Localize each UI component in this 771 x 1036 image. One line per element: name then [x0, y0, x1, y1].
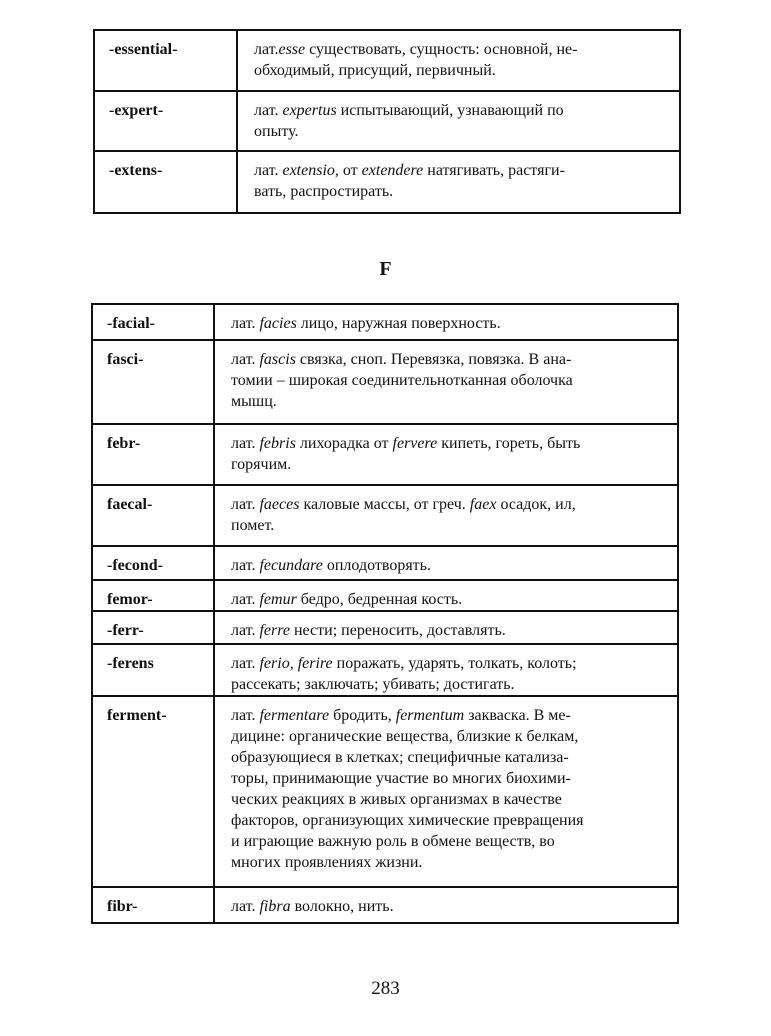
definition-text: , от [334, 162, 362, 179]
definition-text: ческих реакциях в живых организмах в качестве [231, 791, 562, 808]
latin-word: fecundare [259, 557, 323, 574]
definition-cell [214, 304, 678, 340]
term-cell: -extens- [94, 151, 237, 213]
definition-text: испытывающий, узнавающий по [336, 102, 564, 119]
definition-text: рассекать; заключать; убивать; достигать. [231, 676, 515, 693]
definition-text: дицине: органические вещества, близкие к белкам, [231, 728, 579, 745]
table-row [94, 151, 680, 213]
definition-cell [237, 91, 680, 151]
definition-text: волокно, нить. [290, 898, 394, 915]
definition-text: существовать, сущность: основной, не- [305, 41, 578, 58]
definition-text: лат. [231, 707, 260, 724]
dictionary-table-top [93, 29, 681, 214]
definition-text: и играющие важную роль в обмене веществ, во [231, 833, 555, 850]
table-row [92, 424, 678, 485]
definition-text: обходимый, присущий, первичный. [254, 62, 496, 79]
table-row [92, 304, 678, 340]
term-cell: faecal- [92, 485, 214, 546]
latin-word: femur [259, 591, 297, 608]
term-cell: fasci- [92, 340, 214, 424]
table-row [94, 91, 680, 151]
latin-word: fermentare [259, 707, 330, 724]
definition-text: торы, принимающие участие во многих биохими- [231, 770, 571, 787]
definition-text: горячим. [231, 456, 292, 473]
definition-cell [214, 644, 678, 696]
latin-word: fermentum [395, 707, 465, 724]
definition-text: лат. [231, 655, 260, 672]
definition-cell [214, 696, 678, 887]
term-cell: febr- [92, 424, 214, 485]
latin-word: extendere [361, 162, 424, 179]
definition-cell [214, 887, 678, 923]
definition-text: мышц. [231, 393, 277, 410]
definition-text: многих проявлениях жизни. [231, 854, 423, 871]
term-cell: -facial- [92, 304, 214, 340]
latin-word: facies [259, 315, 297, 332]
term-cell: fibr- [92, 887, 214, 923]
table-row [92, 644, 678, 696]
latin-word: extensio [282, 162, 335, 179]
definition-cell [214, 340, 678, 424]
latin-word: faex [469, 496, 497, 513]
definition-text: лицо, наружная поверхность. [296, 315, 501, 332]
definition-text: лат. [231, 591, 260, 608]
definition-cell [237, 30, 680, 91]
definition-text: томии – широкая соединительнотканная оболочка [231, 372, 573, 389]
table-row [92, 546, 678, 580]
definition-cell [237, 151, 680, 213]
table-row [92, 485, 678, 546]
definition-text: бродить, [329, 707, 396, 724]
latin-word: ferre [259, 622, 290, 639]
table-row [92, 580, 678, 611]
definition-text: лат. [254, 162, 283, 179]
definition-text: оплодотворять. [322, 557, 431, 574]
definition-text: каловые массы, от греч. [299, 496, 470, 513]
latin-word: ferio, ferire [259, 655, 333, 672]
definition-text: лат. [231, 315, 260, 332]
table-row [94, 30, 680, 91]
latin-word: febris [259, 435, 296, 452]
latin-word: faeces [259, 496, 300, 513]
page-number: 283 [371, 978, 400, 999]
latin-word: fibra [259, 898, 291, 915]
term-cell: -expert- [94, 91, 237, 151]
table-row [92, 340, 678, 424]
section-letter: F [379, 258, 392, 280]
latin-word: fascis [259, 351, 296, 368]
term-cell: -ferens [92, 644, 214, 696]
definition-text: вать, распростирать. [254, 183, 394, 200]
term-cell: -fecond- [92, 546, 214, 580]
definition-text: бедро, бедренная кость. [296, 591, 463, 608]
definition-text: поражать, ударять, толкать, колоть; [332, 655, 577, 672]
latin-word: fervere [392, 435, 438, 452]
latin-word: expertus [282, 102, 337, 119]
table-row [92, 611, 678, 644]
definition-text: лат. [231, 351, 260, 368]
definition-text: опыту. [254, 123, 299, 140]
definition-cell [214, 546, 678, 580]
definition-text: кипеть, гореть, быть [437, 435, 581, 452]
definition-text: лат. [254, 102, 283, 119]
term-cell: -essential- [94, 30, 237, 91]
definition-text: натягивать, растяги- [423, 162, 565, 179]
definition-cell [214, 424, 678, 485]
definition-text: закваска. В ме- [464, 707, 571, 724]
definition-text: образующиеся в клетках; специфичные катализа- [231, 749, 569, 766]
definition-text: факторов, организующих химические превращения [231, 812, 584, 829]
term-cell: ferment- [92, 696, 214, 887]
table-row [92, 887, 678, 923]
definition-text: лат. [231, 622, 260, 639]
definition-text: помет. [231, 517, 275, 534]
definition-text: осадок, ил, [496, 496, 576, 513]
definition-cell [214, 485, 678, 546]
definition-text: лат. [231, 557, 260, 574]
definition-text: связка, сноп. Перевязка, повязка. В ана- [295, 351, 572, 368]
term-cell: -ferr- [92, 611, 214, 644]
definition-cell [214, 580, 678, 611]
definition-text: лихорадка от [295, 435, 393, 452]
definition-cell [214, 611, 678, 644]
definition-text: лат. [231, 496, 260, 513]
definition-text: лат. [231, 898, 260, 915]
dictionary-table-main [91, 303, 679, 924]
table-row [92, 696, 678, 887]
definition-text: лат. [254, 41, 279, 58]
term-cell: femor- [92, 580, 214, 611]
definition-text: лат. [231, 435, 260, 452]
latin-word: esse [278, 41, 306, 58]
definition-text: нести; переносить, доставлять. [289, 622, 506, 639]
